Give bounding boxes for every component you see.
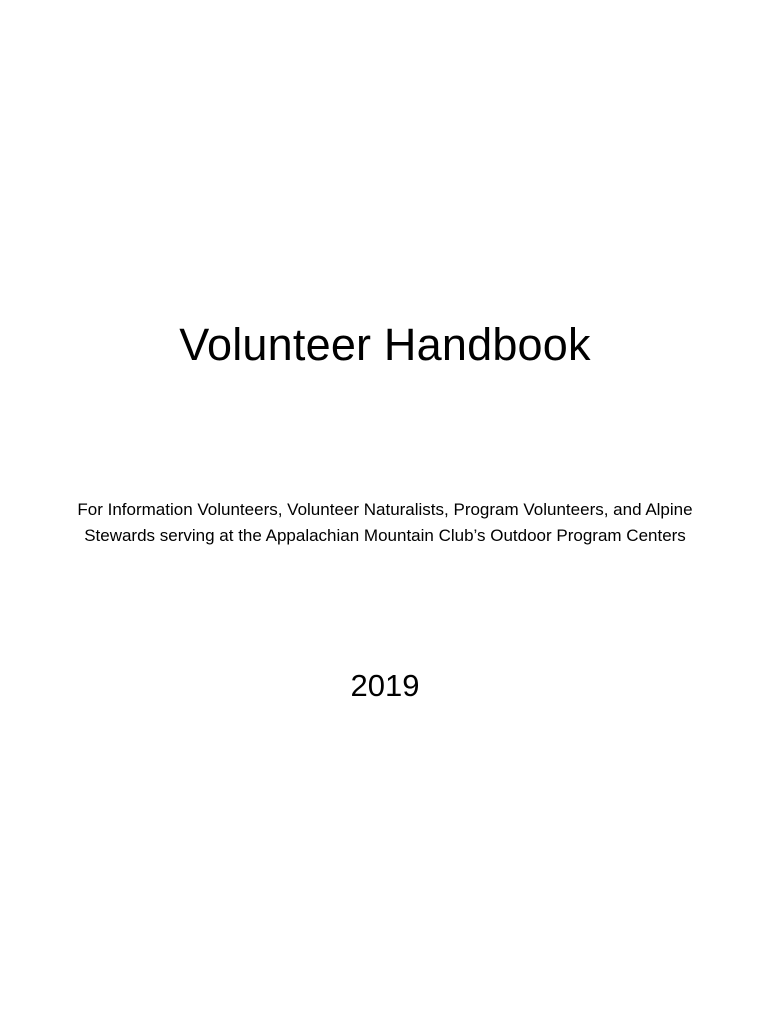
document-title: Volunteer Handbook <box>179 319 591 370</box>
document-subtitle: For Information Volunteers, Volunteer Naturalists, Program Volunteers, and Alpine Stewards serving at the Appalachian Mountain Club’s Outdoor Program Centers <box>77 500 693 545</box>
document-year: 2019 <box>350 668 420 703</box>
